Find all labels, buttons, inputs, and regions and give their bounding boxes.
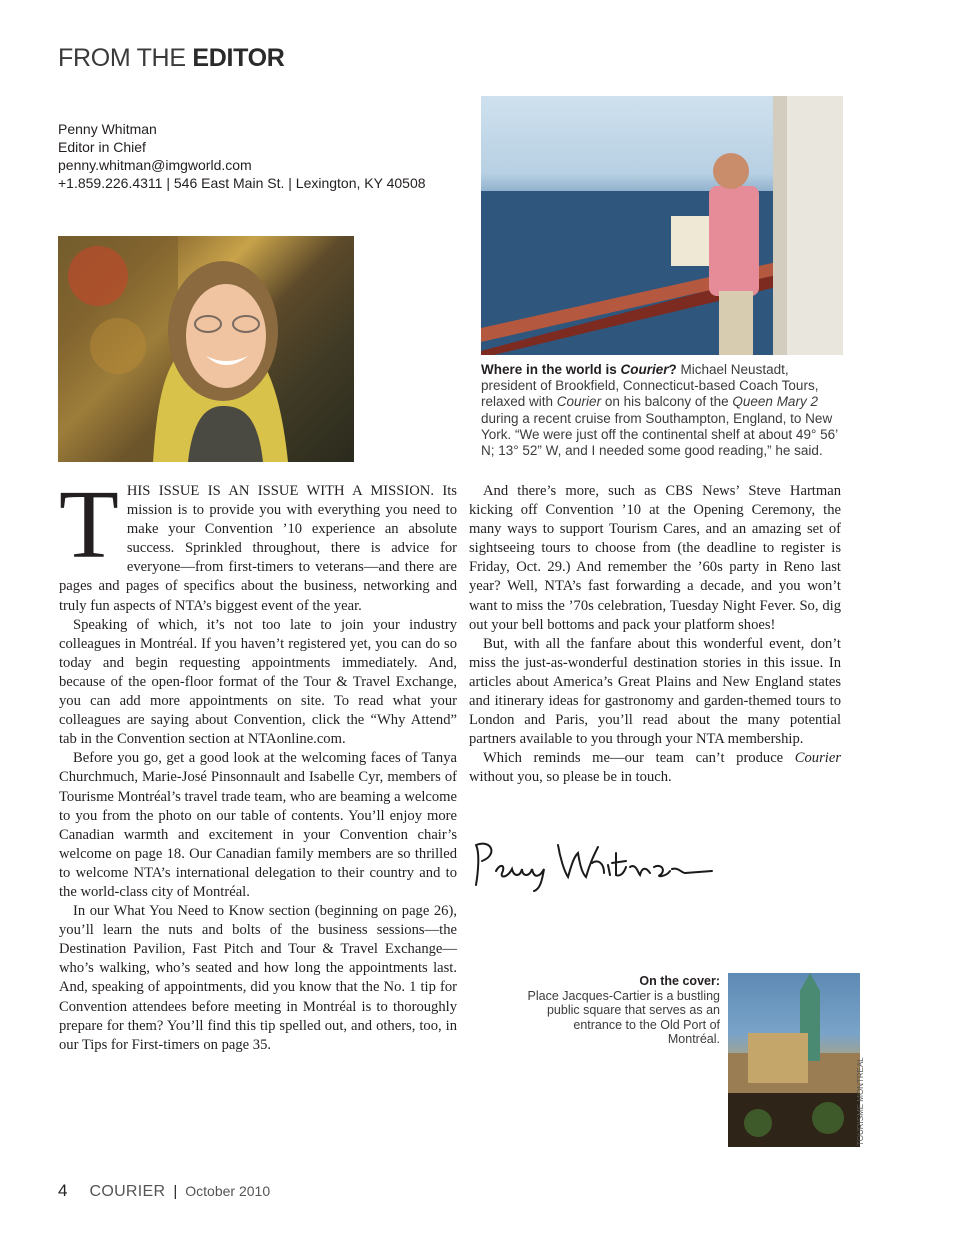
caption-text-2: on his balcony of the bbox=[601, 394, 733, 410]
article-lead-text: Its mission is to provide you with everything you need to make your Convention ’10 experience an absolute success. Sprinkled throughout, there is advice for everyone—from first-timers to veterans—and there are pages and pages of specifics about the business, networking and truly fun aspects of NTA’s biggest event of the year. bbox=[59, 483, 457, 614]
section-header bbox=[58, 44, 285, 73]
editor-portrait-illustration bbox=[58, 236, 354, 462]
cover-caption bbox=[520, 974, 720, 1047]
caption-lead: Where in the world is bbox=[481, 362, 621, 377]
editor-email[interactable]: penny.whitman@imgworld.com bbox=[58, 157, 252, 173]
editor-name: Penny Whitman bbox=[58, 121, 157, 137]
article-paragraph-3: Before you go, get a good look at the welcoming faces of Tanya Churchmuch, Marie-José Pinsonnault and Isabelle Cyr, members of Tourisme Montréal’s travel trade team, who are beaming a welcome to you from the photo on our table of contents. You’ll enjoy more Canadian warmth and excitement in your Convention chair’s welcome on page 18. Our Canadian family members are so thrilled to welcome NTA’s international delegation to their country and to the world-class city of Montréal. bbox=[59, 750, 457, 900]
cover-caption-label: On the cover: bbox=[639, 974, 720, 988]
issue-date: October 2010 bbox=[185, 1183, 271, 1199]
cover-photo-credit: TOURISME MONTREAL bbox=[856, 1057, 865, 1146]
article-paragraph-2: Speaking of which, it’s not too late to join your industry colleagues in Montréal. If you haven’t registered yet, you can do so today and begin requesting appointments immediately. And, because of the open-floor format of the Tour & Travel Exchange, you can add more appointments on site. To read what your colleagues are saying about Convention, click the “Why Attend” tab in the Convention section at NTAonline.com. bbox=[59, 616, 457, 748]
article-paragraph-1 bbox=[59, 471, 457, 616]
footer-separator: | bbox=[173, 1183, 178, 1200]
page-number: 4 bbox=[58, 1181, 68, 1200]
article-column-2 bbox=[469, 482, 841, 788]
article-paragraph-7 bbox=[469, 749, 841, 787]
section-header-emphasis: EDITOR bbox=[192, 44, 285, 72]
caption-text-1: Michael Neustadt, president of Brookfield, Connecticut-based Coach Tours, relaxed with bbox=[481, 362, 819, 410]
cruise-balcony-illustration bbox=[481, 96, 843, 355]
article-column-1 bbox=[59, 471, 457, 1055]
article-paragraph-4: In our What You Need to Know section (beginning on page 26), you’ll learn the nuts and bolts of the business sessions—the Destination Pavilion, Fast Pitch and Tour & Travel Exchange—who’s walking, who’s seated and how long the appointments last. And, speaking of appointments, did you know that the No. 1 tip for Convention attendees before meeting in Montréal is to thoroughly prepare for them? You’ll find this tip spelled out, and others, too, in our Tips for First-timers on page 35. bbox=[59, 903, 457, 1053]
caption-lead-end: ? bbox=[668, 362, 677, 377]
closing-end: without you, so please be in touch. bbox=[469, 769, 672, 786]
cruise-balcony-photo bbox=[481, 96, 843, 355]
editor-role: Editor in Chief bbox=[58, 139, 146, 155]
cruise-photo-caption bbox=[481, 362, 847, 459]
signature-image bbox=[470, 833, 715, 893]
article-lead-caps: HIS ISSUE IS AN ISSUE WITH A MISSION. bbox=[126, 483, 434, 499]
magazine-name: COURIER bbox=[89, 1183, 166, 1200]
editor-signature bbox=[470, 833, 715, 893]
caption-lead-italic: Courier bbox=[620, 362, 669, 377]
article-paragraph-6: But, with all the fanfare about this wonderful event, don’t miss the just-as-wonderful destination stories in this issue. In articles about America’s Great Plains and New England states and itinerary ideas for gastronomy and garden-themed tours to London and Paris, you’ll read about the many potential partners available to you through your NTA membership. bbox=[469, 635, 841, 748]
drop-cap: T bbox=[59, 471, 119, 579]
article-paragraph-5: And there’s more, such as CBS News’ Steve Hartman kicking off Convention ’10 at the Opening Ceremony, the many ways to support Tourism Cares, and an amazing set of sightseeing tours to choose from (the deadline to register is Friday, Oct. 29.) And remember the ’60s party in Reno last year? Well, NTA’s fast forwarding a decade, and you won’t want to miss the ’70s celebration, Tuesday Night Fever. So, dig out your bell bottoms and pack your platform shoes! bbox=[469, 483, 841, 633]
editor-address: +1.859.226.4311 | 546 East Main St. | Lexington, KY 40508 bbox=[58, 175, 426, 191]
caption-italic-1: Courier bbox=[556, 394, 602, 410]
cover-photo-illustration bbox=[728, 973, 860, 1147]
caption-italic-2: Queen Mary 2 bbox=[732, 394, 818, 410]
editor-contact-block bbox=[58, 120, 426, 192]
page-footer bbox=[58, 1181, 270, 1201]
editor-portrait-photo bbox=[58, 236, 354, 462]
section-header-prefix: FROM THE bbox=[58, 44, 186, 72]
closing-text: Which reminds me—our team can’t produce bbox=[483, 750, 795, 767]
closing-italic: Courier bbox=[794, 750, 841, 767]
cover-photo-thumbnail bbox=[728, 973, 860, 1147]
caption-text-3: during a recent cruise from Southampton, England, to New York. “We were just off the continental shelf at about 49° 56’ N; 13° 52” W, and I needed some good reading,” he said. bbox=[481, 410, 838, 459]
cover-caption-text: Place Jacques-Cartier is a bustling public square that serves as an entrance to the Old Port of Montréal. bbox=[527, 988, 720, 1047]
